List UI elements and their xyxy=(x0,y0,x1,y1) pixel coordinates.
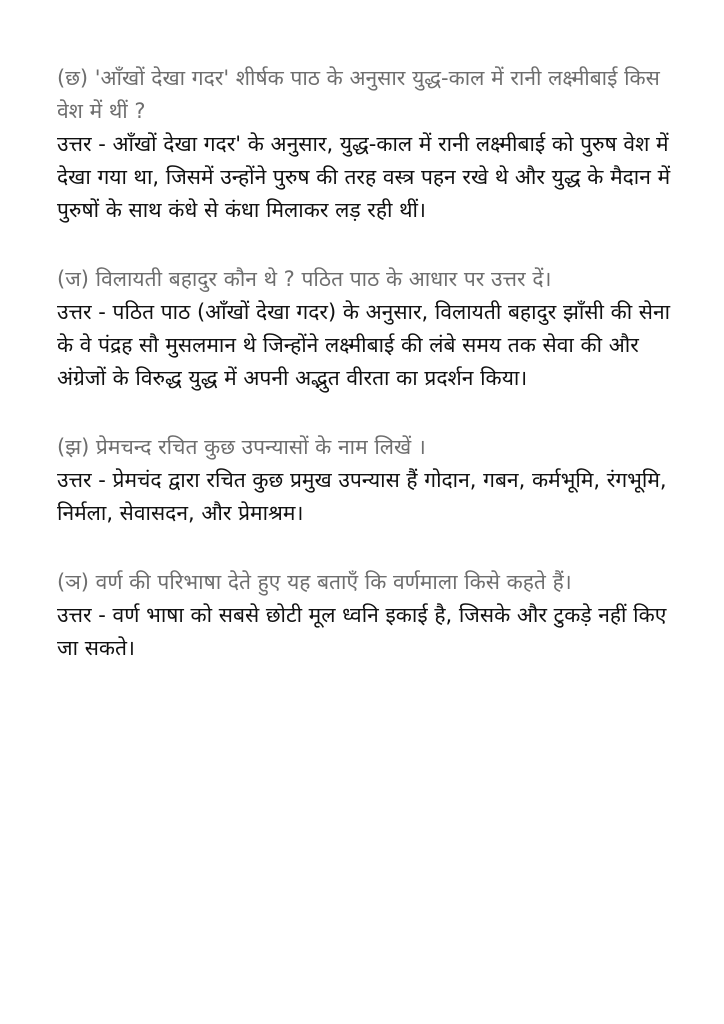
answer-text: उत्तर - प्रेमचंद द्वारा रचित कुछ प्रमुख उपन्यास हैं गोदान, गबन, कर्मभूमि, रंगभूमि, निर्मला, सेवासदन, और प्रेमाश्रम। xyxy=(57,468,667,525)
answer-text: उत्तर - पठित पाठ (आँखों देखा गदर) के अनुसार, विलायती बहादुर झाँसी की सेना के वे पंद्रह सौ मुसलमान थे जिन्होंने लक्ष्मीबाई की लंबे समय तक सेवा की और अंग्रेजों के विरुद्ध युद्ध में अपनी अद्भुत वीरता का प्रदर्शन किया। xyxy=(57,300,671,390)
question-text: (छ) 'आँखों देखा गदर' शीर्षक पाठ के अनुसार युद्ध-काल में रानी लक्ष्मीबाई किस वेश में थीं ? xyxy=(57,66,660,123)
qa-block-chha xyxy=(57,62,682,227)
qa-block-nya xyxy=(57,566,682,665)
question-text: (झ) प्रेमचन्द रचित कुछ उपन्यासों के नाम लिखें । xyxy=(57,435,426,459)
answer-text: उत्तर - वर्ण भाषा को सबसे छोटी मूल ध्वनि इकाई है, जिसके और टुकड़े नहीं किए जा सकते। xyxy=(57,603,667,660)
answer-text: उत्तर - आँखों देखा गदर' के अनुसार, युद्ध-काल में रानी लक्ष्मीबाई को पुरुष वेश में देखा गया था, जिसमें उन्होंने पुरुष की तरह वस्त्र पहन रखे थे और युद्ध के मैदान में पुरुषों के साथ कंधे से कंधा मिलाकर लड़ रही थीं। xyxy=(57,132,671,222)
question-text: (ञ) वर्ण की परिभाषा देते हुए यह बताएँ कि वर्णमाला किसे कहते हैं। xyxy=(57,570,572,594)
document-page xyxy=(57,62,682,701)
question-text: (ज) विलायती बहादुर कौन थे ? पठित पाठ के आधार पर उत्तर दें। xyxy=(57,267,552,291)
qa-block-ja xyxy=(57,263,682,395)
qa-block-jha xyxy=(57,431,682,530)
